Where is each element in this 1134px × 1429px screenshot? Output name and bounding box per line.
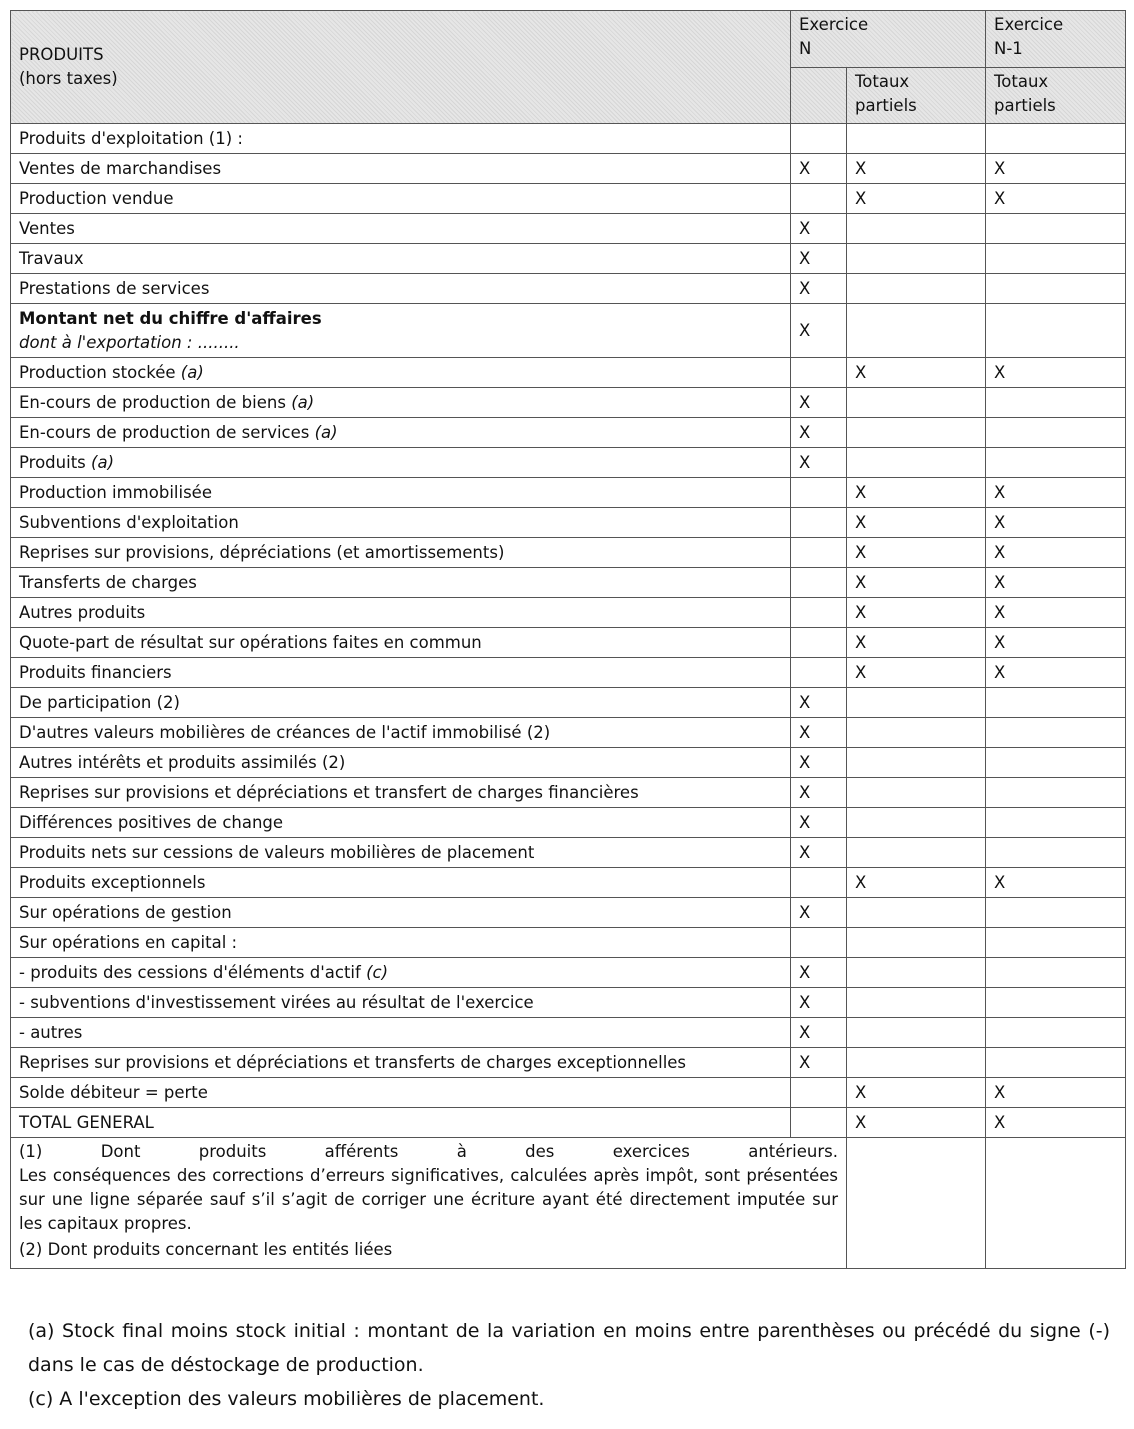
- table-row: [11, 154, 1126, 184]
- header-totaux-n-line2: partiels: [855, 96, 917, 115]
- table-row: [11, 124, 1126, 154]
- col-totaux-n1: [986, 244, 1126, 274]
- table-row: [11, 244, 1126, 274]
- header-exercice-n1-line1: Exercice: [994, 15, 1064, 34]
- header-totaux-n1-line2: partiels: [994, 96, 1056, 115]
- header-n-blank: [791, 68, 847, 124]
- col-exercice-n: X: [791, 958, 847, 988]
- col-totaux-n1: X: [986, 478, 1126, 508]
- col-totaux-n1: X: [986, 1078, 1126, 1108]
- col-totaux-n: [847, 928, 986, 958]
- row-label-text: Production vendue: [19, 188, 174, 208]
- row-label-text: Sur opérations en capital :: [19, 932, 238, 952]
- col-totaux-n1: [986, 304, 1126, 358]
- col-totaux-n1: [986, 1018, 1126, 1048]
- table-row: [11, 478, 1126, 508]
- row-label: [11, 988, 791, 1018]
- col-exercice-n: X: [791, 898, 847, 928]
- row-label: [11, 1108, 791, 1138]
- col-totaux-n: X: [847, 1078, 986, 1108]
- header-totaux-partiels-n: [847, 68, 986, 124]
- row-label: [11, 628, 791, 658]
- col-exercice-n: [791, 538, 847, 568]
- col-totaux-n: X: [847, 628, 986, 658]
- row-label-text: Reprises sur provisions et dépréciations et transfert de charges financières: [19, 782, 639, 802]
- row-label-text: - produits des cessions d'éléments d'actif: [19, 962, 361, 982]
- table-row: [11, 184, 1126, 214]
- col-totaux-n1: X: [986, 568, 1126, 598]
- row-label: [11, 358, 791, 388]
- col-totaux-n: [847, 214, 986, 244]
- row-label-text: Ventes de marchandises: [19, 158, 222, 178]
- table-row: [11, 928, 1126, 958]
- col-totaux-n: X: [847, 358, 986, 388]
- row-label-text: Subventions d'exploitation: [19, 512, 239, 532]
- row-label: [11, 274, 791, 304]
- row-label: [11, 154, 791, 184]
- row-label: [11, 808, 791, 838]
- col-totaux-n1: X: [986, 1108, 1126, 1138]
- row-label-text: Produits financiers: [19, 662, 172, 682]
- col-totaux-n1: X: [986, 184, 1126, 214]
- col-totaux-n1: X: [986, 628, 1126, 658]
- header-totaux-partiels-n1: [986, 68, 1126, 124]
- col-exercice-n: [791, 1078, 847, 1108]
- row-label: [11, 658, 791, 688]
- row-label-text: TOTAL GENERAL: [19, 1112, 154, 1132]
- table-row: [11, 538, 1126, 568]
- row-label: [11, 478, 791, 508]
- col-totaux-n1: X: [986, 358, 1126, 388]
- header-totaux-n-line1: Totaux: [855, 72, 910, 91]
- row-label: [11, 568, 791, 598]
- row-label: [11, 748, 791, 778]
- row-label: [11, 598, 791, 628]
- row-note: (c): [366, 962, 389, 982]
- row-note: (a): [91, 452, 115, 472]
- col-exercice-n: [791, 598, 847, 628]
- col-totaux-n: [847, 748, 986, 778]
- col-totaux-n1: X: [986, 598, 1126, 628]
- row-label: [11, 1048, 791, 1078]
- col-totaux-n: X: [847, 508, 986, 538]
- col-exercice-n: X: [791, 1018, 847, 1048]
- row-note: (a): [314, 422, 338, 442]
- row-label-text: Montant net du chiffre d'affaires: [19, 308, 322, 328]
- col-totaux-n: [847, 244, 986, 274]
- col-totaux-n1: X: [986, 154, 1126, 184]
- col-totaux-n: [847, 988, 986, 1018]
- col-totaux-n1: [986, 718, 1126, 748]
- row-sublabel: dont à l'exportation : ........: [19, 332, 240, 352]
- footnote-cell: [11, 1138, 847, 1269]
- table-row: [11, 598, 1126, 628]
- row-label: [11, 184, 791, 214]
- row-note: (a): [180, 362, 204, 382]
- col-totaux-n1: X: [986, 538, 1126, 568]
- col-totaux-n: [847, 808, 986, 838]
- note-c: (c) A l'exception des valeurs mobilières de placement.: [28, 1388, 545, 1410]
- col-exercice-n: [791, 184, 847, 214]
- table-row: [11, 628, 1126, 658]
- table-row: [11, 868, 1126, 898]
- col-totaux-n: X: [847, 184, 986, 214]
- col-totaux-n1: [986, 688, 1126, 718]
- col-totaux-n1: [986, 274, 1126, 304]
- table-row: [11, 808, 1126, 838]
- col-exercice-n: [791, 358, 847, 388]
- row-label-text: De participation (2): [19, 692, 180, 712]
- col-exercice-n: [791, 568, 847, 598]
- col-totaux-n1: [986, 448, 1126, 478]
- col-totaux-n: [847, 388, 986, 418]
- table-row: [11, 1018, 1126, 1048]
- header-exercice-n1-line2: N-1: [994, 39, 1023, 58]
- table-row: [11, 418, 1126, 448]
- col-totaux-n1: [986, 124, 1126, 154]
- col-totaux-n: [847, 304, 986, 358]
- row-label: [11, 304, 791, 358]
- table-row: [11, 958, 1126, 988]
- row-label-text: D'autres valeurs mobilières de créances de l'actif immobilisé (2): [19, 722, 551, 742]
- row-label-text: Différences positives de change: [19, 812, 284, 832]
- col-totaux-n: [847, 838, 986, 868]
- col-totaux-n1: [986, 808, 1126, 838]
- row-label: [11, 244, 791, 274]
- col-totaux-n1: X: [986, 508, 1126, 538]
- row-label-text: Produits nets sur cessions de valeurs mobilières de placement: [19, 842, 535, 862]
- row-label-text: Reprises sur provisions et dépréciations et transferts de charges exceptionnelles: [19, 1052, 687, 1072]
- col-totaux-n1: [986, 748, 1126, 778]
- footnote-line-2: (2) Dont produits concernant les entités liées: [19, 1240, 393, 1259]
- row-label: [11, 448, 791, 478]
- col-exercice-n: X: [791, 244, 847, 274]
- table-row: [11, 688, 1126, 718]
- col-totaux-n1: [986, 388, 1126, 418]
- col-totaux-n1: X: [986, 658, 1126, 688]
- col-exercice-n: X: [791, 988, 847, 1018]
- col-exercice-n: [791, 124, 847, 154]
- table-row: [11, 658, 1126, 688]
- table-row: [11, 214, 1126, 244]
- table-row: [11, 388, 1126, 418]
- col-exercice-n: X: [791, 154, 847, 184]
- header-exercice-n1: [986, 11, 1126, 68]
- row-label: [11, 898, 791, 928]
- col-totaux-n: [847, 274, 986, 304]
- col-totaux-n: X: [847, 154, 986, 184]
- col-totaux-n: [847, 124, 986, 154]
- row-label: [11, 958, 791, 988]
- row-label: [11, 778, 791, 808]
- col-exercice-n: [791, 628, 847, 658]
- row-label: [11, 508, 791, 538]
- row-label-text: Reprises sur provisions, dépréciations (et amortissements): [19, 542, 505, 562]
- col-totaux-n1: [986, 928, 1126, 958]
- row-label-text: Prestations de services: [19, 278, 210, 298]
- table-row: [11, 748, 1126, 778]
- header-products: [11, 11, 791, 124]
- note-a: (a) Stock final moins stock initial : montant de la variation en moins entre parenthèses ou précédé du signe (-) dans le cas de déstockage de production.: [28, 1320, 1110, 1376]
- row-label: [11, 388, 791, 418]
- footnote-empty-cell-2: [986, 1138, 1126, 1269]
- col-exercice-n: X: [791, 274, 847, 304]
- row-label-text: Produits exceptionnels: [19, 872, 206, 892]
- header-row-1: [11, 11, 1126, 68]
- header-exercice-n-line1: Exercice: [799, 15, 869, 34]
- table-row: [11, 274, 1126, 304]
- col-totaux-n: [847, 448, 986, 478]
- col-totaux-n: X: [847, 538, 986, 568]
- header-totaux-n1-line1: Totaux: [994, 72, 1049, 91]
- table-row: [11, 568, 1126, 598]
- row-label: [11, 928, 791, 958]
- produits-table: [10, 10, 1126, 1269]
- col-exercice-n: [791, 508, 847, 538]
- table-row: [11, 304, 1126, 358]
- row-label: [11, 1018, 791, 1048]
- col-totaux-n1: [986, 418, 1126, 448]
- col-totaux-n: [847, 958, 986, 988]
- col-exercice-n: X: [791, 448, 847, 478]
- col-totaux-n: X: [847, 1108, 986, 1138]
- col-exercice-n: [791, 868, 847, 898]
- col-exercice-n: X: [791, 838, 847, 868]
- row-label-text: - subventions d'investissement virées au résultat de l'exercice: [19, 992, 534, 1012]
- table-row: [11, 448, 1126, 478]
- table-row: [11, 898, 1126, 928]
- col-totaux-n: X: [847, 478, 986, 508]
- table-row: [11, 838, 1126, 868]
- col-exercice-n: [791, 928, 847, 958]
- row-label: [11, 214, 791, 244]
- row-label: [11, 838, 791, 868]
- row-label: [11, 418, 791, 448]
- row-label-text: Autres produits: [19, 602, 146, 622]
- footnote-empty-cell-1: [847, 1138, 986, 1269]
- table-row: [11, 718, 1126, 748]
- row-label-text: Produits d'exploitation (1) :: [19, 128, 243, 148]
- col-exercice-n: [791, 658, 847, 688]
- footnote-line-1: (1) Dont produits afférents à des exercices antérieurs.: [19, 1142, 838, 1161]
- footnote-paragraph: Les conséquences des corrections d’erreurs significatives, calculées après impôt, sont présentées sur une ligne séparée sauf s’il s’agit de corriger une écriture ayant été directement imputée sur les capitaux propres.: [19, 1166, 838, 1233]
- col-totaux-n1: [986, 898, 1126, 928]
- col-exercice-n: X: [791, 718, 847, 748]
- col-exercice-n: X: [791, 778, 847, 808]
- table-row: [11, 508, 1126, 538]
- col-totaux-n: X: [847, 658, 986, 688]
- col-exercice-n: X: [791, 418, 847, 448]
- row-note: (a): [291, 392, 315, 412]
- col-exercice-n: X: [791, 808, 847, 838]
- col-exercice-n: X: [791, 1048, 847, 1078]
- row-label-text: Sur opérations de gestion: [19, 902, 232, 922]
- header-products-subtitle: (hors taxes): [19, 69, 118, 88]
- row-label: [11, 868, 791, 898]
- row-label-text: Quote-part de résultat sur opérations faites en commun: [19, 632, 482, 652]
- row-label-text: Autres intérêts et produits assimilés (2): [19, 752, 346, 772]
- col-exercice-n: X: [791, 688, 847, 718]
- row-label-text: Produits: [19, 452, 86, 472]
- col-totaux-n: X: [847, 598, 986, 628]
- table-row: [11, 1048, 1126, 1078]
- table-row: [11, 1078, 1126, 1108]
- col-totaux-n: [847, 898, 986, 928]
- header-exercice-n-line2: N: [799, 39, 812, 58]
- row-label: [11, 1078, 791, 1108]
- row-label: [11, 124, 791, 154]
- row-label: [11, 538, 791, 568]
- col-totaux-n: [847, 718, 986, 748]
- col-totaux-n1: [986, 214, 1126, 244]
- col-exercice-n: X: [791, 304, 847, 358]
- row-label-text: Solde débiteur = perte: [19, 1082, 208, 1102]
- col-totaux-n1: [986, 988, 1126, 1018]
- col-totaux-n: X: [847, 868, 986, 898]
- col-exercice-n: X: [791, 388, 847, 418]
- header-products-title: PRODUITS: [19, 45, 104, 64]
- row-label: [11, 718, 791, 748]
- header-exercice-n: [791, 11, 986, 68]
- table-row: [11, 358, 1126, 388]
- col-totaux-n: [847, 688, 986, 718]
- col-totaux-n: [847, 778, 986, 808]
- row-label-text: Production immobilisée: [19, 482, 212, 502]
- row-label-text: Ventes: [19, 218, 75, 238]
- col-exercice-n: [791, 1108, 847, 1138]
- col-totaux-n1: [986, 958, 1126, 988]
- row-label-text: En-cours de production de biens: [19, 392, 286, 412]
- row-label-text: - autres: [19, 1022, 83, 1042]
- notes-section: [28, 1314, 1110, 1416]
- table-row: [11, 778, 1126, 808]
- row-label: [11, 688, 791, 718]
- row-label-text: Production stockée: [19, 362, 176, 382]
- col-exercice-n: [791, 478, 847, 508]
- col-totaux-n: X: [847, 568, 986, 598]
- col-totaux-n: [847, 1018, 986, 1048]
- col-exercice-n: X: [791, 748, 847, 778]
- col-totaux-n: [847, 418, 986, 448]
- table-row: [11, 988, 1126, 1018]
- row-label-text: En-cours de production de services: [19, 422, 310, 442]
- table-row: [11, 1108, 1126, 1138]
- row-label-text: Transferts de charges: [19, 572, 197, 592]
- col-totaux-n1: [986, 778, 1126, 808]
- col-totaux-n: [847, 1048, 986, 1078]
- col-totaux-n1: [986, 838, 1126, 868]
- footnote-row: [11, 1138, 1126, 1269]
- col-exercice-n: X: [791, 214, 847, 244]
- col-totaux-n1: [986, 1048, 1126, 1078]
- row-label-text: Travaux: [19, 248, 84, 268]
- col-totaux-n1: X: [986, 868, 1126, 898]
